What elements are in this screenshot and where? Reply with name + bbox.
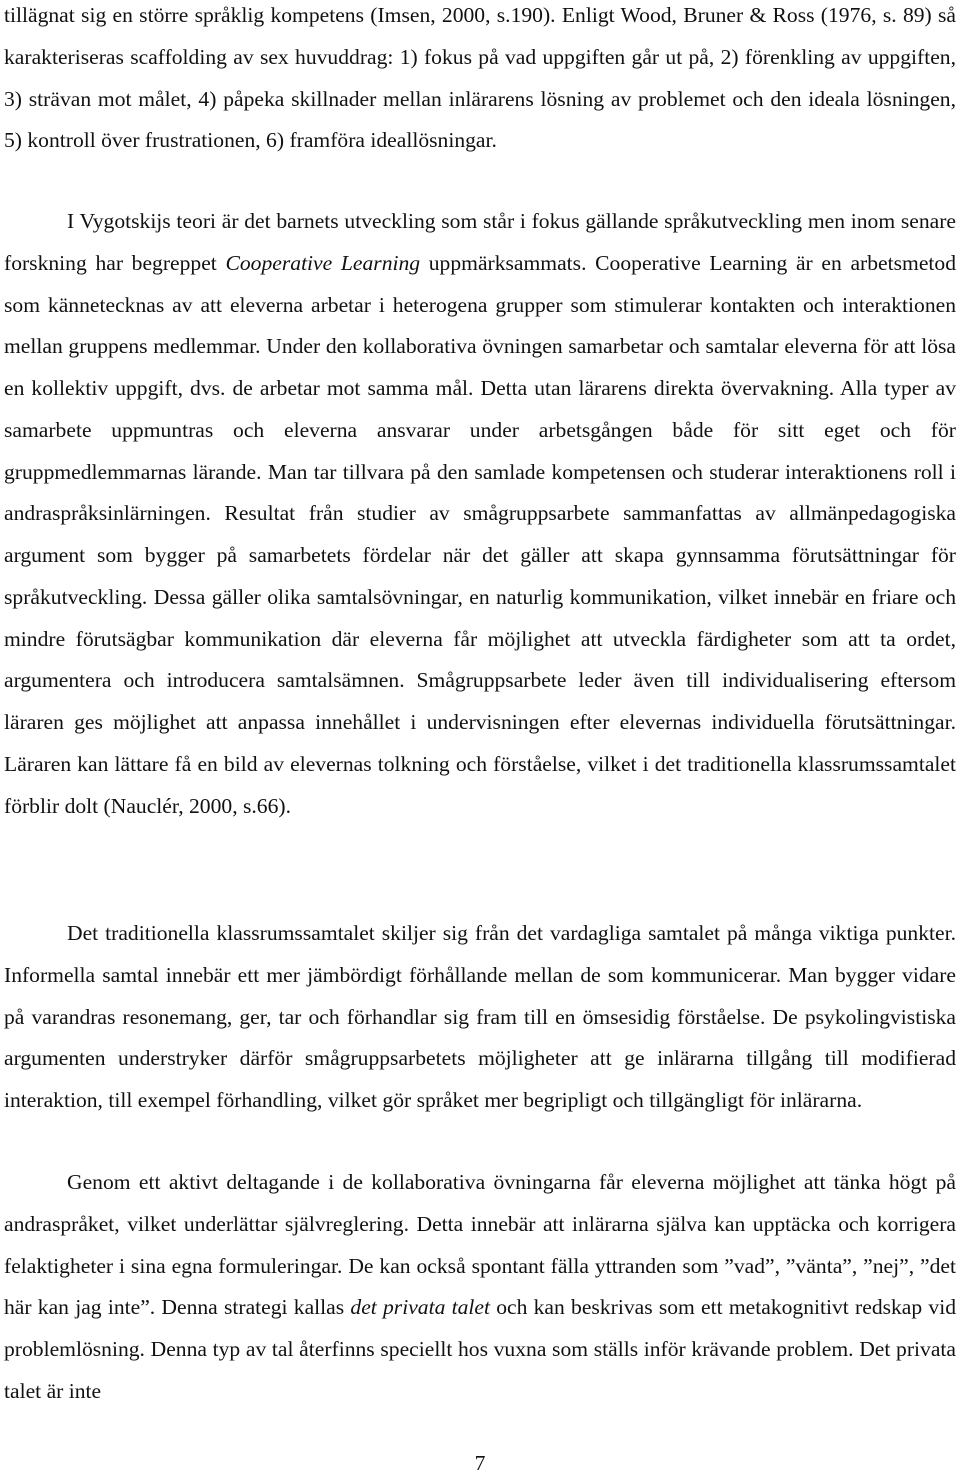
paragraph-text-before: Genom ett aktivt deltagande i de kollaborativa övningarna får eleverna möjlighet att tänka högt på andraspråket, vilket underlättar självreglering. Detta innebär att inlärarna själva kan upptäcka och korrigera felaktigheter i sina egna formuleringar. De kan också spontant fälla yttranden som ”vad”, ”vänta”, ”nej”, ”det här kan jag inte”. Denna strategi kallas bbox=[4, 1170, 956, 1320]
emphasis-private-speech: det privata talet bbox=[350, 1295, 490, 1320]
paragraph-cooperative-learning bbox=[4, 201, 956, 827]
document-page bbox=[4, 0, 956, 1480]
paragraph-text-after: och kan beskrivas som ett metakognitivt redskap vid problemlösning. Denna typ av tal återfinns speciellt hos vuxna som ställs inför krävande problem. Det privata talet är inte bbox=[4, 1295, 957, 1403]
paragraph-text-after: uppmärksammats. Cooperative Learning är en arbetsmetod som kännetecknas av att eleverna arbetar i heterogena grupper som stimulerar kontakten och interaktionen mellan gruppens medlemmar. Under den kollaborativa övningen samarbetar och samtalar eleverna för att lösa en kollektiv uppgift, dvs. de arbetar mot samma mål. Detta utan lärarens direkta övervakning. Alla typer av samarbete uppmuntras och eleverna ansvarar under arbetsgången både för sitt eget och för gruppmedlemmarnas lärande. Man tar tillvara på den samlade kompetensen och studerar interaktionens roll i andraspråksinlärningen. Resultat från studier av smågruppsarbete sammanfattas av allmänpedagogiska argument som bygger på samarbetets fördelar när det gäller att skapa gynnsamma förutsättningar för språkutveckling. Dessa gäller olika samtalsövningar, en naturlig kommunikation, vilket innebär en friare och mindre förutsägbar kommunikation där eleverna får möjlighet att utveckla färdigheter som att ta ordet, argumentera och introducera samtalsämnen. Smågruppsarbete leder även till individualisering eftersom läraren ges möjlighet att anpassa innehållet i undervisningen efter elevernas individuella förutsättningar. Läraren kan lättare få en bild av elevernas tolkning och förståelse, vilket i det traditionella klassrumssamtalet förblir dolt (Nauclér, 2000, s.66). bbox=[4, 250, 956, 818]
paragraph-text: tillägnat sig en större språklig kompetens (Imsen, 2000, s.190). Enligt Wood, Bruner & Ross (1976, s. 89) så karakteriseras scaffolding av sex huvuddrag: 1) fokus på vad uppgiften går ut på, 2) förenkling av uppgiften, 3) strävan mot målet, 4) påpeka skillnader mellan inlärarens lösning av problemet och den ideala lösningen, 5) kontroll över frustrationen, 6) framföra ideallösningar. bbox=[4, 3, 956, 153]
paragraph-text-before: I Vygotskijs teori är det barnets utveckling som står i fokus gällande språkutveckling men inom senare forskning har begreppet bbox=[4, 209, 956, 275]
paragraph-private-speech bbox=[4, 1162, 956, 1413]
emphasis-cooperative-learning: Cooperative Learning bbox=[225, 250, 421, 275]
paragraph-text: Det traditionella klassrumssamtalet skiljer sig från det vardagliga samtalet på många viktiga punkter. Informella samtal innebär ett mer jämbördigt förhållande mellan de som kommunicerar. Man bygger vidare på varandras resonemang, ger, tar och förhandlar sig fram till en ömsesidig förståelse. De psykolingvistiska argumenten understryker därför smågruppsarbetets möjligheter att ge inlärarna tillgång till modifierad interaktion, till exempel förhandling, vilket gör språket mer begripligt och tillgängligt för inlärarna. bbox=[4, 921, 956, 1112]
paragraph-classroom-conversation bbox=[4, 913, 956, 1122]
paragraph-scaffolding bbox=[4, 0, 956, 162]
page-number: 7 bbox=[474, 1451, 486, 1475]
